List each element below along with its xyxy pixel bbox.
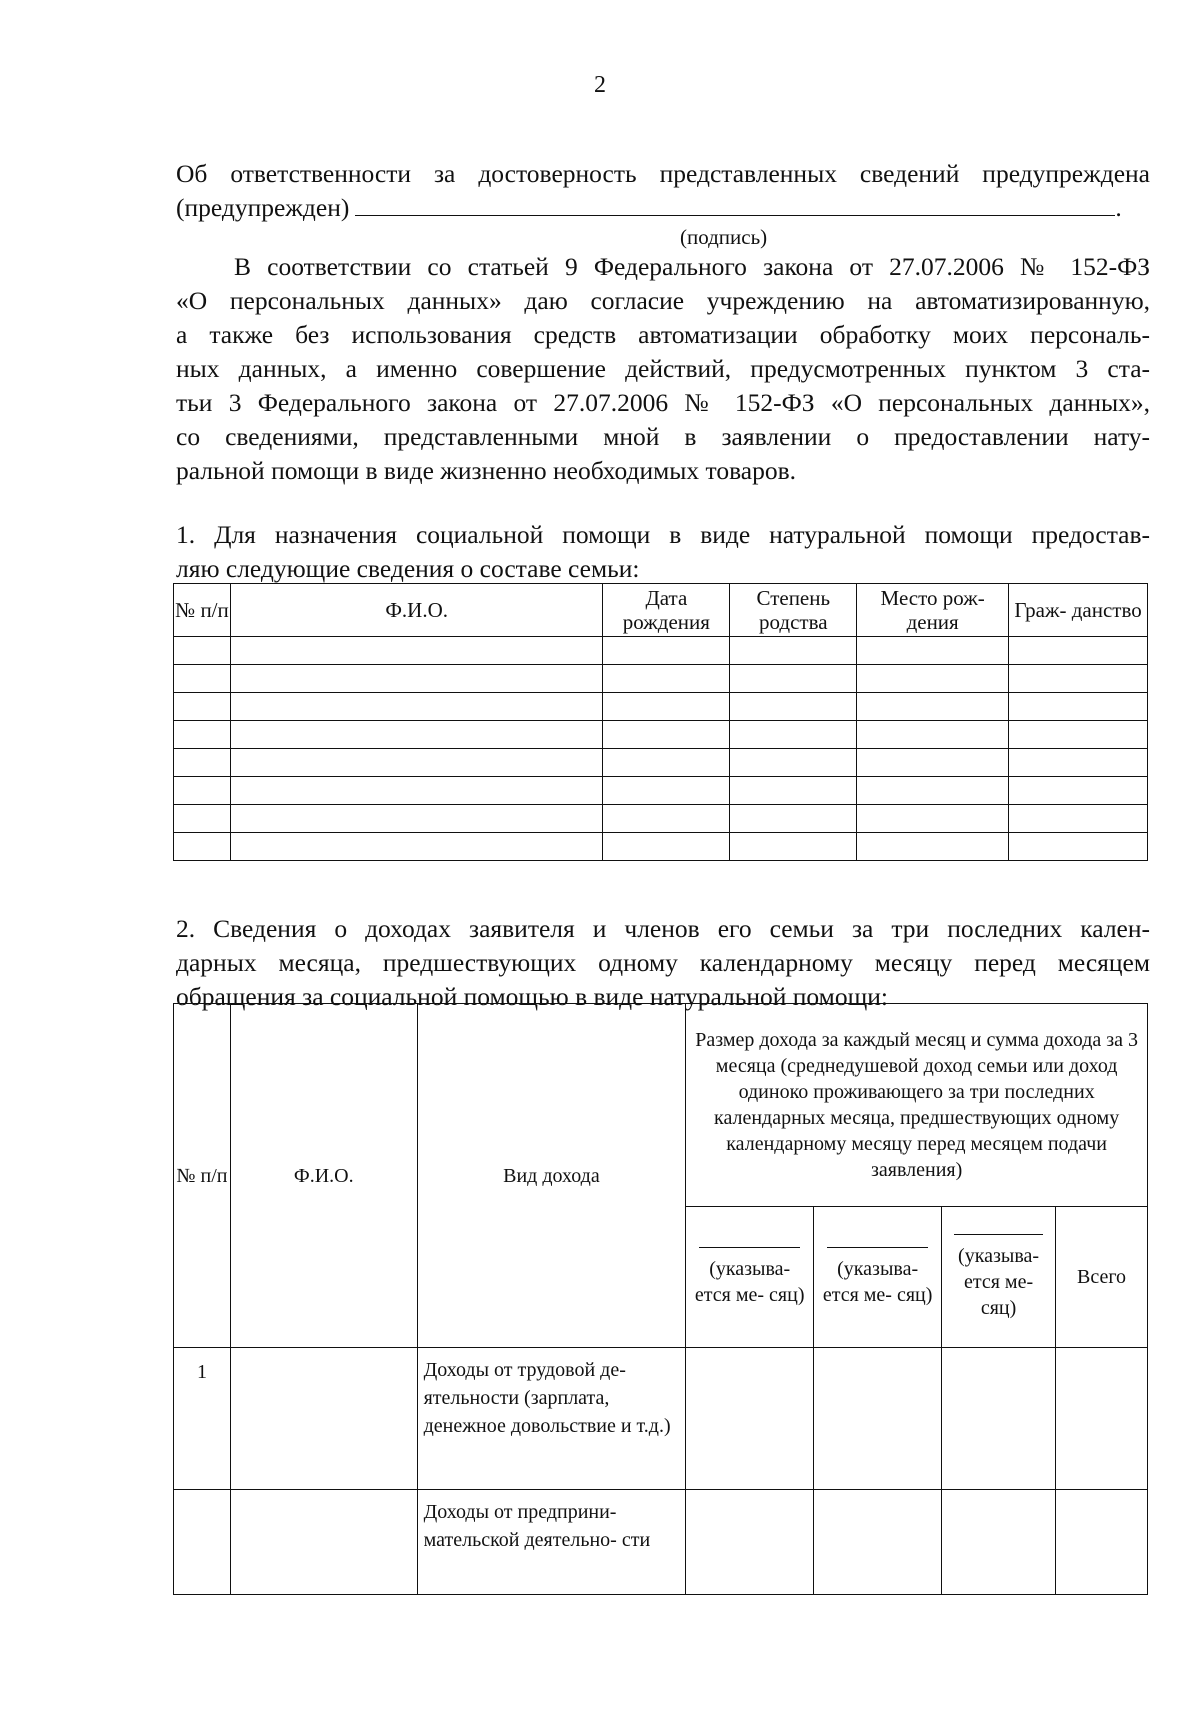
header-income-size: Размер дохода за каждый месяц и сумма дохода за 3 месяца (среднедушевой доход семьи или доход одиноко проживающего за три последних календарных месяца, предшествующих одному календарному месяцу перед месяцем подачи заявления) <box>686 1004 1148 1207</box>
month-blank-line <box>954 1234 1043 1235</box>
month-caption: (указыва- ется ме- сяц) <box>822 1257 933 1306</box>
header-month-1[interactable] <box>686 1207 814 1348</box>
header-fio: Ф.И.О. <box>230 1004 417 1348</box>
table-cell[interactable] <box>1009 665 1148 693</box>
month-caption: (указыва- ется ме- сяц) <box>958 1244 1040 1319</box>
row-month-3-cell[interactable] <box>942 1348 1056 1490</box>
table-cell[interactable] <box>603 693 730 721</box>
header-birth-place: Место рож- дения <box>857 584 1009 637</box>
row-month-1-cell[interactable] <box>686 1490 814 1595</box>
table-cell[interactable] <box>730 637 857 665</box>
header-total: Всего <box>1056 1207 1148 1348</box>
consent-line: ных данных, а именно совершение действий, предусмотренных пунктом 3 ста- <box>176 354 1150 383</box>
table-cell[interactable] <box>174 777 231 805</box>
section-2-title-line: 2. Сведения о доходах заявителя и членов его семьи за три последних кален- <box>176 914 1150 943</box>
warning-suffix: . <box>1115 193 1122 222</box>
table-cell[interactable] <box>1009 693 1148 721</box>
table-row <box>174 693 1148 721</box>
table-cell[interactable] <box>857 777 1009 805</box>
table-cell[interactable] <box>174 637 231 665</box>
table-cell[interactable] <box>857 805 1009 833</box>
table-cell[interactable] <box>174 721 231 749</box>
row-month-2-cell[interactable] <box>814 1348 942 1490</box>
table-cell[interactable] <box>174 833 231 861</box>
header-income-type: Вид дохода <box>417 1004 686 1348</box>
row-fio-cell[interactable] <box>230 1348 417 1490</box>
month-caption: (указыва- ется ме- сяц) <box>694 1257 805 1306</box>
table-row <box>174 637 1148 665</box>
table-cell[interactable] <box>603 637 730 665</box>
page-number: 2 <box>594 72 606 98</box>
table-row <box>174 833 1148 861</box>
table-cell[interactable] <box>603 777 730 805</box>
row-total-cell[interactable] <box>1056 1490 1148 1595</box>
row-total-cell[interactable] <box>1056 1348 1148 1490</box>
header-birth-date: Дата рождения <box>603 584 730 637</box>
warning-line-1: Об ответственности за достоверность представленных сведений предупреждена <box>176 159 1150 188</box>
table-cell[interactable] <box>1009 721 1148 749</box>
consent-line: ральной помощи в виде жизненно необходимых товаров. <box>176 456 797 485</box>
header-month-2[interactable] <box>814 1207 942 1348</box>
row-num <box>174 1490 231 1595</box>
row-month-1-cell[interactable] <box>686 1348 814 1490</box>
table-cell[interactable] <box>857 721 1009 749</box>
table-cell[interactable] <box>174 665 231 693</box>
header-citizenship: Граж- данство <box>1009 584 1148 637</box>
table-cell[interactable] <box>230 693 602 721</box>
table-row <box>174 1348 1148 1490</box>
section-1-title-line: 1. Для назначения социальной помощи в виде натуральной помощи предостав- <box>176 520 1150 549</box>
consent-line: «О персональных данных» даю согласие учреждению на автоматизированную, <box>176 286 1150 315</box>
liability-warning <box>176 157 1150 225</box>
row-month-2-cell[interactable] <box>814 1490 942 1595</box>
table-cell[interactable] <box>603 805 730 833</box>
table-cell[interactable] <box>603 833 730 861</box>
table-header-row <box>174 584 1148 637</box>
table-cell[interactable] <box>1009 637 1148 665</box>
table-cell[interactable] <box>730 833 857 861</box>
table-cell[interactable] <box>230 665 602 693</box>
table-cell[interactable] <box>603 721 730 749</box>
table-cell[interactable] <box>730 805 857 833</box>
month-blank-line <box>699 1247 800 1248</box>
table-cell[interactable] <box>174 749 231 777</box>
table-cell[interactable] <box>230 833 602 861</box>
consent-line: а также без использования средств автоматизации обработку моих персональ- <box>176 320 1150 349</box>
income-table <box>173 1003 1148 1595</box>
table-cell[interactable] <box>730 665 857 693</box>
row-income-type: Доходы от трудовой де- ятельности (зарплата, денежное довольствие и т.д.) <box>417 1348 686 1490</box>
warning-prefix: (предупрежден) <box>176 193 350 222</box>
signature-line[interactable] <box>355 193 1115 216</box>
month-blank-line <box>827 1247 928 1248</box>
section-1-title-line: ляю следующие сведения о составе семьи: <box>176 554 640 583</box>
table-cell[interactable] <box>730 777 857 805</box>
consent-line: тьи 3 Федерального закона от 27.07.2006 № 152-ФЗ «О персональных данных», <box>176 388 1150 417</box>
header-month-3[interactable] <box>942 1207 1056 1348</box>
table-cell[interactable] <box>174 805 231 833</box>
section-2-title <box>176 912 1150 1014</box>
table-cell[interactable] <box>230 637 602 665</box>
table-row <box>174 665 1148 693</box>
table-cell[interactable] <box>230 805 602 833</box>
header-num: № п/п <box>174 1004 231 1348</box>
section-1-title <box>176 518 1150 586</box>
table-row <box>174 1490 1148 1595</box>
table-cell[interactable] <box>230 721 602 749</box>
table-row <box>174 777 1148 805</box>
row-fio-cell[interactable] <box>230 1490 417 1595</box>
row-num: 1 <box>174 1348 231 1490</box>
header-relation: Степень родства <box>730 584 857 637</box>
consent-line: со сведениями, представленными мной в заявлении о предоставлении нату- <box>176 422 1150 451</box>
table-cell[interactable] <box>1009 749 1148 777</box>
table-cell[interactable] <box>230 777 602 805</box>
table-cell[interactable] <box>730 721 857 749</box>
table-cell[interactable] <box>857 665 1009 693</box>
table-cell[interactable] <box>603 665 730 693</box>
header-num: № п/п <box>174 584 231 637</box>
table-cell[interactable] <box>730 749 857 777</box>
section-2-title-line: дарных месяца, предшествующих одному календарному месяцу перед месяцем <box>176 948 1150 977</box>
row-income-type: Доходы от предприни- мательской деятельно- сти <box>417 1490 686 1595</box>
row-month-3-cell[interactable] <box>942 1490 1056 1595</box>
table-cell[interactable] <box>1009 777 1148 805</box>
table-cell[interactable] <box>857 749 1009 777</box>
family-composition-table <box>173 583 1148 861</box>
table-cell[interactable] <box>857 693 1009 721</box>
table-row <box>174 721 1148 749</box>
consent-line: В соответствии со статьей 9 Федерального закона от 27.07.2006 № 152-ФЗ <box>234 252 1150 281</box>
header-fio: Ф.И.О. <box>230 584 602 637</box>
table-cell[interactable] <box>857 833 1009 861</box>
table-cell[interactable] <box>174 693 231 721</box>
warning-line-2 <box>176 191 1150 225</box>
table-cell[interactable] <box>1009 805 1148 833</box>
table-cell[interactable] <box>1009 833 1148 861</box>
table-header-row <box>174 1004 1148 1207</box>
table-row <box>174 749 1148 777</box>
table-cell[interactable] <box>730 693 857 721</box>
table-cell[interactable] <box>857 637 1009 665</box>
section-2-title-line: обращения за социальной помощью в виде натуральной помощи: <box>176 982 888 1011</box>
table-row <box>174 805 1148 833</box>
consent-paragraph <box>176 250 1150 488</box>
table-cell[interactable] <box>230 749 602 777</box>
table-cell[interactable] <box>603 749 730 777</box>
signature-caption: (подпись) <box>680 225 768 249</box>
